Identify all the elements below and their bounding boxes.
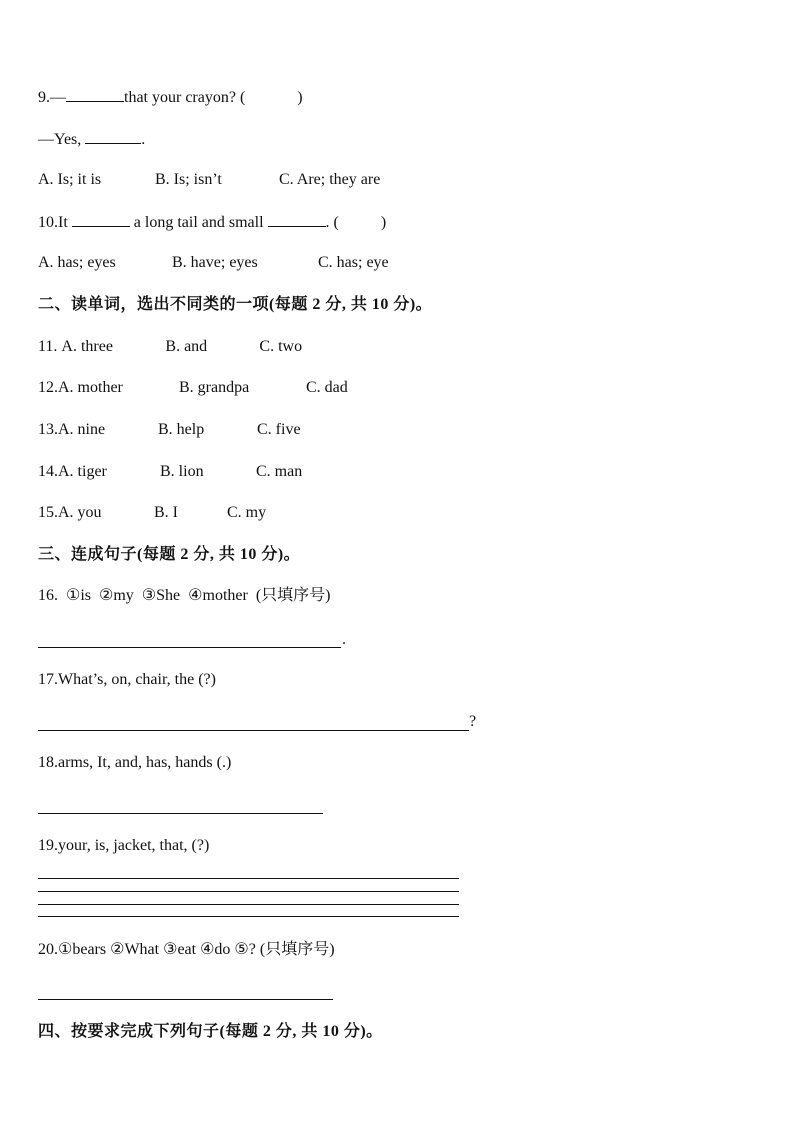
q17-answer-line[interactable] [38,730,469,731]
q9-answer-blank[interactable] [66,87,124,102]
q9-stem: that your crayon? ( [124,89,246,106]
section3-heading: 三、连成句子(每题 2 分, 共 10 分)。 [38,546,301,563]
q17-end-mark: ? [469,713,477,730]
q13-option-c[interactable]: C. five [257,421,301,438]
q9-line1 [38,87,303,108]
q14-item [38,462,302,482]
q10-option-b[interactable]: B. have; eyes [172,254,258,271]
q10-mid: a long tail and small [133,214,264,231]
section2-heading: 二、读单词，选出不同类的一项(每题 2 分, 共 10 分)。 [38,296,433,313]
q15-option-b[interactable]: B. I [154,504,178,521]
q16-answer-line[interactable] [38,647,341,648]
q15-option-c[interactable]: C. my [227,504,267,521]
q19-answer-line-1[interactable] [38,878,459,879]
q9-reply: —Yes, [38,131,82,148]
q10-close-paren: ) [380,214,387,231]
q17-prompt: 17.What’s, on, chair, the (?) [38,671,216,688]
q13-item [38,420,301,440]
q11-item [38,337,302,357]
q10-options [38,253,389,273]
q9-prefix: 9.— [38,89,66,106]
q14-option-a[interactable]: A. tiger [58,463,107,480]
q12-option-a[interactable]: A. mother [58,379,123,396]
q16-prompt: 16. ①is ②my ③She ④mother (只填序号) [38,587,331,604]
q18-answer-line[interactable] [38,813,323,814]
q15-option-a[interactable]: A. you [58,504,102,521]
q9-reply-end: . [141,131,146,148]
q14-option-b[interactable]: B. lion [160,463,204,480]
q19-answer-line-4[interactable] [38,916,459,917]
q9-option-b[interactable]: B. Is; isn’t [155,171,222,188]
q9-line2 [38,129,145,150]
q15-number: 15. [38,504,58,521]
q12-option-b[interactable]: B. grandpa [179,379,250,396]
q10-stem [38,212,386,233]
section4-heading: 四、按要求完成下列句子(每题 2 分, 共 10 分)。 [38,1023,383,1040]
q11-option-a[interactable]: A. three [61,338,113,355]
q9-option-a[interactable]: A. Is; it is [38,171,102,188]
q19-prompt: 19.your, is, jacket, that, (?) [38,837,210,854]
q14-number: 14. [38,463,58,480]
q10-option-a[interactable]: A. has; eyes [38,254,116,271]
q14-option-c[interactable]: C. man [256,463,303,480]
q12-number: 12. [38,379,58,396]
q13-option-b[interactable]: B. help [158,421,205,438]
q10-end: . ( [325,214,339,231]
q20-prompt: 20.①bears ②What ③eat ④do ⑤? (只填序号) [38,941,335,958]
q10-blank-2[interactable] [268,212,326,227]
q9-close-paren: ) [297,89,303,106]
q15-item [38,503,266,523]
q19-answer-line-2[interactable] [38,891,459,892]
q9-reply-blank[interactable] [85,129,141,144]
q16-end-mark: . [342,631,346,648]
q10-option-c[interactable]: C. has; eye [318,254,389,271]
q10-prefix: 10.It [38,214,68,231]
q20-answer-line[interactable] [38,999,333,1000]
q10-blank-1[interactable] [72,212,130,227]
q13-option-a[interactable]: A. nine [58,421,106,438]
q11-number: 11. [38,338,58,355]
q11-option-c[interactable]: C. two [259,338,303,355]
q12-item [38,378,348,398]
q13-number: 13. [38,421,58,438]
q18-prompt: 18.arms, It, and, has, hands (.) [38,754,232,771]
q11-option-b[interactable]: B. and [165,338,208,355]
q19-answer-line-3[interactable] [38,904,459,905]
q9-options [38,170,380,190]
q12-option-c[interactable]: C. dad [306,379,348,396]
q9-option-c[interactable]: C. Are; they are [279,171,381,188]
